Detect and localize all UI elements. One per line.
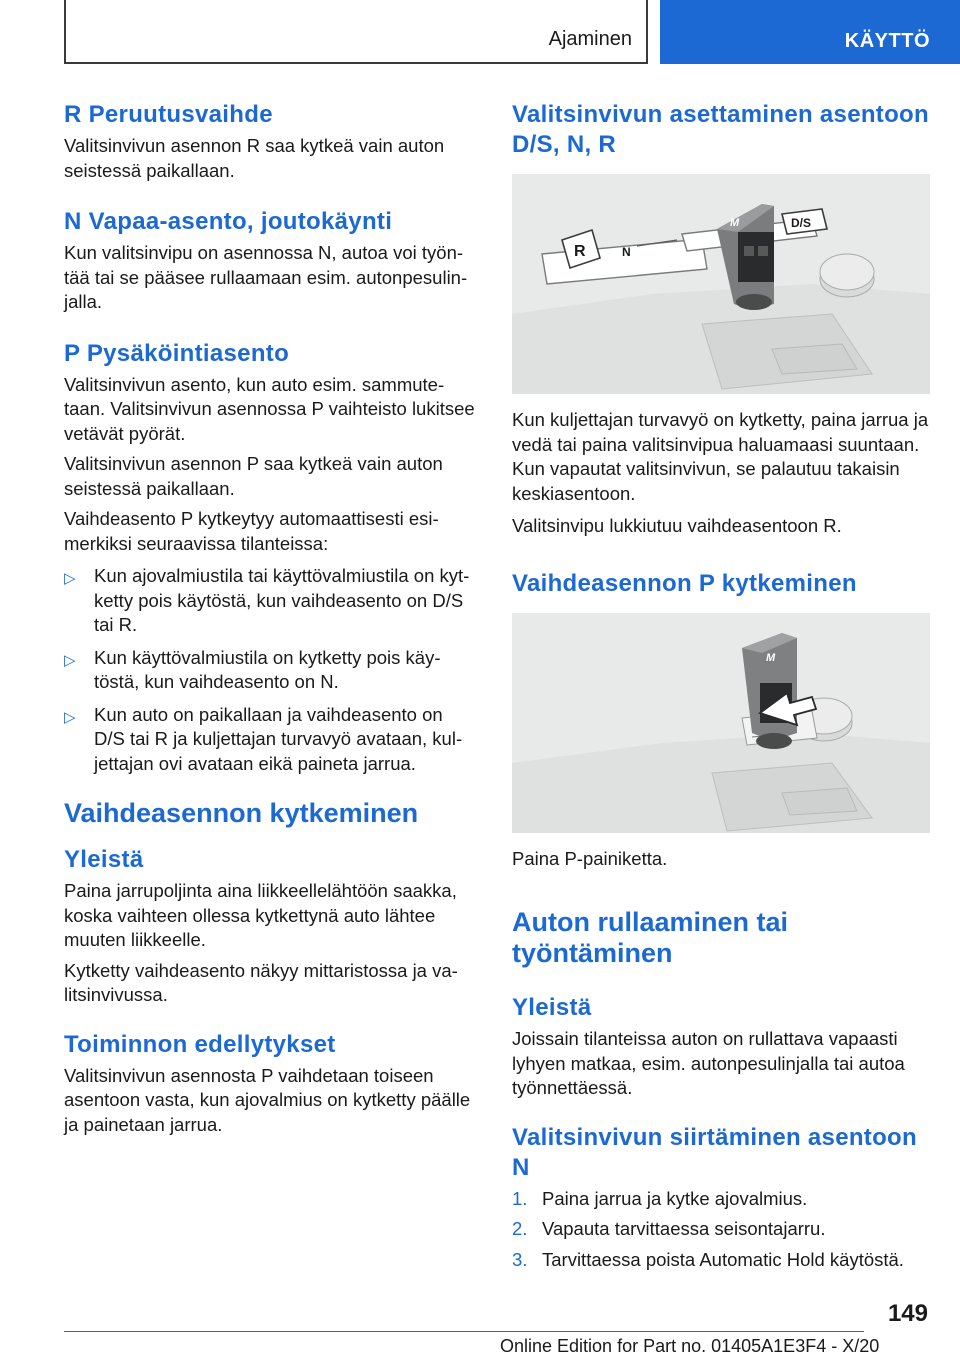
heading-p-engaging: Vaihdeasennon P kytkeminen <box>512 569 857 597</box>
paragraph: Kytketty vaihdeasento näkyy mittaristossa ja valitsinvivussa. <box>64 959 458 1005</box>
heading-shift-to-n: Valitsinvivun siirtäminen asentoon N <box>512 1123 917 1181</box>
paragraph: Valitsinvipu lukkiutuu vaihdeasentoon R. <box>512 515 842 536</box>
heading-r-reverse: R Peruutusvaihde <box>64 101 273 128</box>
heading-set-selector: Valitsinvivun asettaminen asentoon D/S, N, R <box>512 101 929 158</box>
step-list <box>512 1187 930 1273</box>
svg-text:M: M <box>766 651 776 664</box>
step-number: 1. <box>512 1187 528 1209</box>
right-column <box>512 100 930 1278</box>
heading-general: Yleistä <box>512 994 592 1021</box>
list-item: ▷ Kun käyttövalmiustila on kytketty pois käytöstä, kun vaihdeasento on N. <box>64 646 441 692</box>
left-column <box>64 100 478 1137</box>
gear-selector-illustration <box>512 174 930 394</box>
heading-n-neutral: N Vapaa-asento, joutokäynti <box>64 208 393 235</box>
paragraph: Valitsinvivun asennon R saa kytkeä vain auton seistessä paikallaan. <box>64 135 445 181</box>
paragraph: Paina P-painiketta. <box>512 847 668 869</box>
heading-rolling-pushing: Auton rullaaminen tai työntäminen <box>512 907 789 968</box>
step-number: 3. <box>512 1248 528 1270</box>
heading-gear-engaging: Vaihdeasennon kytkeminen <box>64 798 419 828</box>
page-header <box>0 0 960 66</box>
bullet-triangle-icon: ▷ <box>64 708 76 726</box>
bullet-list <box>64 564 478 776</box>
footer-divider <box>64 1331 864 1332</box>
paragraph: Valitsinvivun asennon P saa kytkeä vain auton seistessä paikallaan. <box>64 453 443 499</box>
step-number: 2. <box>512 1218 528 1239</box>
chapter-title: KÄYTTÖ <box>844 30 930 52</box>
bullet-triangle-icon: ▷ <box>64 570 76 587</box>
page-number: 149 <box>887 1300 928 1327</box>
paragraph: Paina jarrupoljinta aina liikkeellelähtöön saakka, koska vaihteen ollessa kytkettynä auto lähtee muuten liikkeelle. <box>64 880 457 950</box>
label-n: N <box>622 245 631 259</box>
list-item: 2. Vapauta tarvittaessa seisontajarru. <box>512 1217 930 1242</box>
heading-general: Yleistä <box>64 846 144 873</box>
label-ds: D/S <box>791 216 812 230</box>
svg-text:M: M <box>730 217 740 229</box>
list-item: 3. Tarvittaessa poista Automatic Hold käytöstä. <box>512 1248 930 1273</box>
park-button-figure <box>512 613 930 833</box>
paragraph: Joissain tilanteissa auton on rullattava vapaasti lyhyen matkaa, esim. autonpesulinjalla tai autoa työnnettäessä. <box>512 1028 905 1098</box>
section-title: Ajaminen <box>548 28 632 50</box>
paragraph: Kun valitsinvipu on asennossa N, autoa voi työntää tai se pääsee rullaamaan esim. autonpesulinjalla. <box>64 242 468 312</box>
gear-selector-figure <box>512 174 930 394</box>
label-r: R <box>574 243 586 260</box>
paragraph: Valitsinvivun asento, kun auto esim. sammutetaan. Valitsinvivun asennossa P vaihteisto lukitsee vetävät pyörät. <box>64 373 475 444</box>
chapter-tab <box>660 0 960 64</box>
paragraph: Vaihdeasento P kytkeytyy automaattisesti esimerkiksi seuraavissa tilanteissa: <box>64 508 439 554</box>
footer-edition: Online Edition for Part no. 01405A1E3F4 - X/20 <box>500 1336 880 1356</box>
paragraph: Valitsinvivun asennosta P vaihdetaan toiseen asentoon vasta, kun ajovalmius on kytketty päälle ja painetaan jarrua. <box>64 1064 471 1135</box>
list-item: 1. Paina jarrua ja kytke ajovalmius. <box>512 1187 930 1212</box>
park-button-illustration <box>512 613 930 833</box>
paragraph: Kun kuljettajan turvavyö on kytketty, paina jarrua ja vedä tai paina valitsinvipua haluamaasi suuntaan. Kun vapautat valitsinvivun, se palautuu takaisin keskiasentoon. <box>512 409 929 504</box>
list-item: ▷ Kun ajovalmiustila tai käyttövalmiustila on kytketty pois käytöstä, kun vaihdeasento on D/S tai R. <box>64 565 470 635</box>
bullet-triangle-icon: ▷ <box>64 651 76 669</box>
heading-prerequisites: Toiminnon edellytykset <box>64 1030 336 1058</box>
list-item: ▷ Kun auto on paikallaan ja vaihdeasento on D/S tai R ja kuljettajan turvavyö avataan, kuljettajan ovi avataan eikä paineta jarrua. <box>64 703 463 774</box>
heading-p-park: P Pysäköintiasento <box>64 339 290 367</box>
section-tab <box>64 0 648 64</box>
